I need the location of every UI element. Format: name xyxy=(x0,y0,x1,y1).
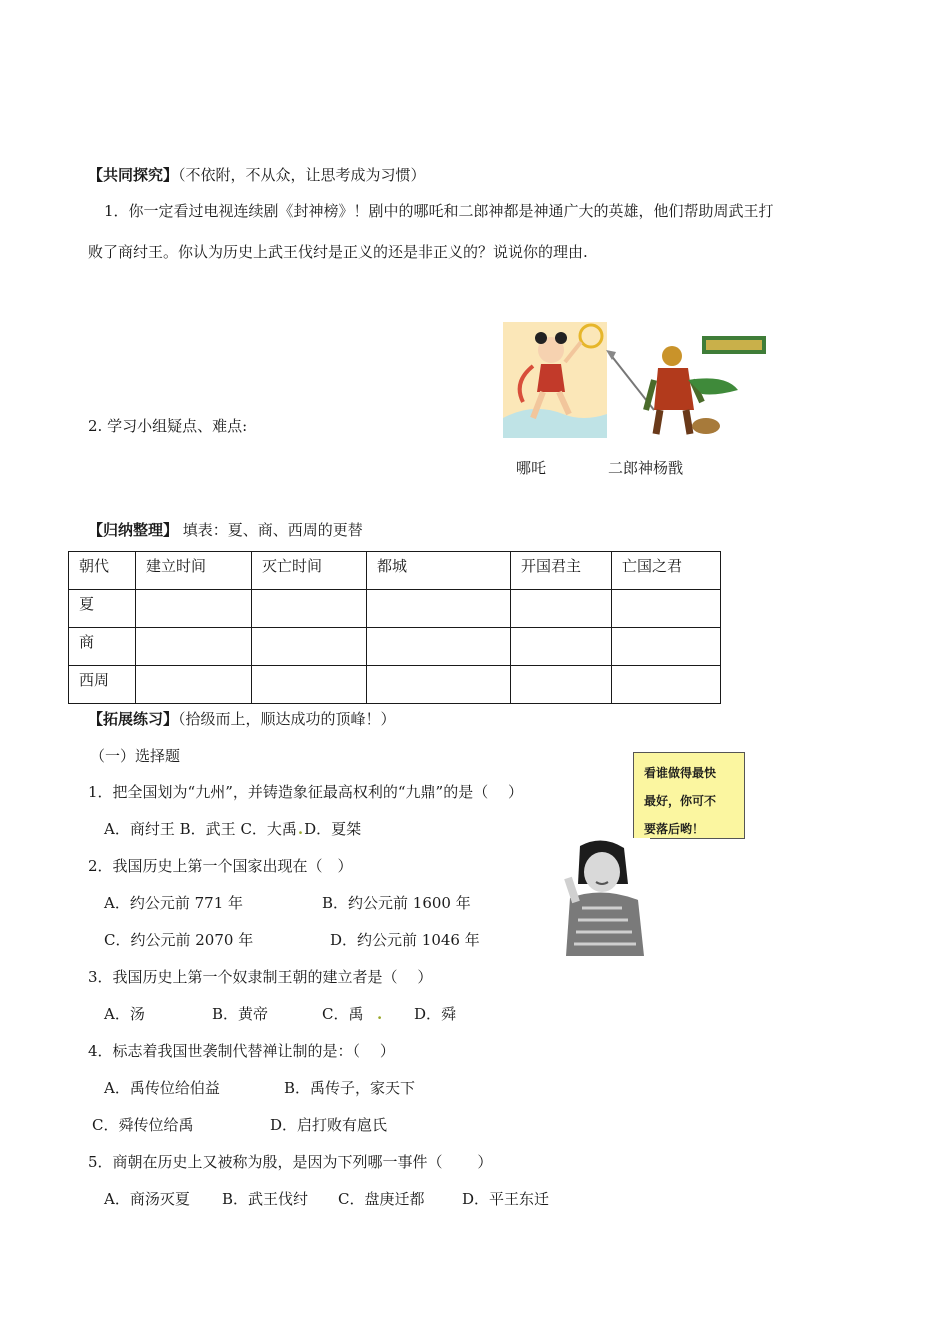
practice-heading: 【拓展练习】 xyxy=(88,710,179,728)
bubble-line: 最好，你可不 xyxy=(644,794,717,808)
table-cell[interactable] xyxy=(612,628,721,666)
summary-instruction: 填表：夏、商、西周的更替 xyxy=(182,521,363,539)
table-cell[interactable] xyxy=(136,628,252,666)
option[interactable]: D．约公元前 1046 年 xyxy=(330,931,480,949)
erlangshen-image xyxy=(606,330,770,438)
table-cell[interactable] xyxy=(367,666,511,704)
option[interactable]: A．商纣王 xyxy=(104,820,175,838)
table-cell[interactable] xyxy=(367,628,511,666)
option[interactable]: D．舜 xyxy=(414,1005,457,1023)
table-cell[interactable] xyxy=(612,666,721,704)
table-cell: 夏 xyxy=(69,590,136,628)
table-header-cell: 灭亡时间 xyxy=(252,552,367,590)
option[interactable]: C．舜传位给禹 xyxy=(92,1116,194,1134)
mark-dot: . xyxy=(377,1005,383,1023)
dynasty-table xyxy=(68,551,721,704)
question-4-stem: 4．标志着我国世袭制代替禅让制的是：（ ） xyxy=(88,1042,395,1060)
option[interactable]: D．夏桀 xyxy=(304,820,362,838)
summary-heading: 【归纳整理】 xyxy=(88,521,179,539)
bubble-line: 要落后哟！ xyxy=(644,822,705,836)
caption-erlangshen: 二郎神杨戬 xyxy=(608,459,684,477)
speech-bubble xyxy=(633,752,745,839)
option[interactable]: B．武王伐纣 xyxy=(222,1190,309,1208)
table-cell[interactable] xyxy=(367,590,511,628)
option[interactable]: B．约公元前 1600 年 xyxy=(322,894,471,912)
option[interactable]: C．盘庚迁都 xyxy=(338,1190,425,1208)
table-cell[interactable] xyxy=(252,666,367,704)
table-cell[interactable] xyxy=(511,628,612,666)
option[interactable]: A．禹传位给伯益 xyxy=(104,1079,220,1097)
girl-photo xyxy=(562,838,650,956)
table-cell: 商 xyxy=(69,628,136,666)
mark-dot: . xyxy=(297,820,304,838)
practice-motto: （拾级而上，顺达成功的顶峰！） xyxy=(178,710,396,728)
practice-header xyxy=(88,709,396,729)
table-header-row xyxy=(69,552,721,590)
table-cell: 西周 xyxy=(69,666,136,704)
table-row xyxy=(69,666,721,704)
option[interactable]: A．约公元前 771 年 xyxy=(104,894,243,912)
option[interactable]: A．汤 xyxy=(104,1005,145,1023)
summary-header xyxy=(88,520,363,540)
question-2-stem: 2．我国历史上第一个国家出现在（ ） xyxy=(88,857,353,875)
question-1-stem: 1．把全国划为“九州”，并铸造象征最高权利的“九鼎”的是（ ） xyxy=(88,783,523,801)
option[interactable]: C．禹 xyxy=(322,1005,364,1023)
caption-nezha: 哪吒 xyxy=(516,459,547,477)
option[interactable]: B．黄帝 xyxy=(212,1005,269,1023)
explore-q1-line1: 1．你一定看过电视连续剧《封神榜》！剧中的哪吒和二郎神都是神通广大的英雄，他们帮助周武王打 xyxy=(104,202,774,220)
explore-heading: 【共同探究】 xyxy=(88,166,179,184)
table-cell[interactable] xyxy=(252,628,367,666)
option[interactable]: A．商汤灭夏 xyxy=(104,1190,190,1208)
question-3-stem: 3．我国历史上第一个奴隶制王朝的建立者是（ ） xyxy=(88,968,433,986)
question-1-options xyxy=(104,819,361,839)
explore-q2: 2. 学习小组疑点、难点: xyxy=(88,417,248,435)
table-cell[interactable] xyxy=(136,590,252,628)
table-header-cell: 开国君主 xyxy=(511,552,612,590)
table-row xyxy=(69,590,721,628)
explore-motto: （不依附，不从众，让思考成为习惯） xyxy=(178,166,426,184)
bubble-line: 看谁做得最快 xyxy=(644,766,717,780)
option[interactable]: D．启打败有扈氏 xyxy=(270,1116,388,1134)
option[interactable]: C．大禹 xyxy=(240,820,297,838)
explore-q1-line2: 败了商纣王。你认为历史上武王伐纣是正义的还是非正义的？说说你的理由. xyxy=(88,243,588,261)
practice-section: （一）选择题 xyxy=(90,747,181,765)
nezha-image xyxy=(503,322,607,438)
question-5-stem: 5．商朝在历史上又被称为殷，是因为下列哪一事件（ ） xyxy=(88,1153,493,1171)
table-header-cell: 建立时间 xyxy=(136,552,252,590)
option[interactable]: B．武王 xyxy=(179,820,236,838)
option[interactable]: B．禹传子，家天下 xyxy=(284,1079,416,1097)
table-row xyxy=(69,628,721,666)
table-cell[interactable] xyxy=(511,590,612,628)
explore-header xyxy=(88,165,426,185)
option[interactable]: C．约公元前 2070 年 xyxy=(104,931,254,949)
table-header-cell: 朝代 xyxy=(69,552,136,590)
table-header-cell: 亡国之君 xyxy=(612,552,721,590)
table-header-cell: 都城 xyxy=(367,552,511,590)
table-cell[interactable] xyxy=(136,666,252,704)
table-cell[interactable] xyxy=(252,590,367,628)
option[interactable]: D．平王东迁 xyxy=(462,1190,550,1208)
table-cell[interactable] xyxy=(612,590,721,628)
table-cell[interactable] xyxy=(511,666,612,704)
